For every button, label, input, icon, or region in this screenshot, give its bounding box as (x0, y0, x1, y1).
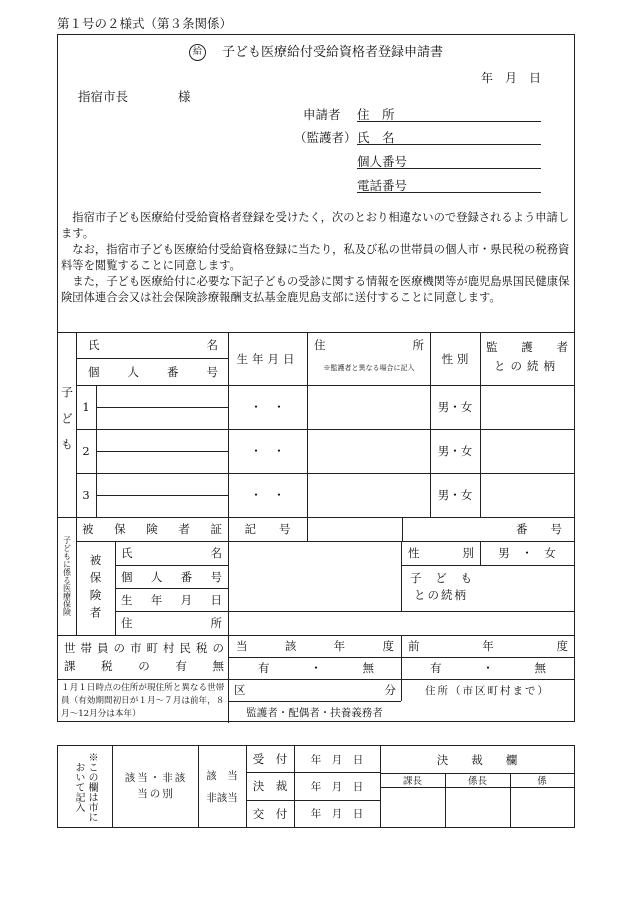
relation-header-2: との続柄 (494, 359, 560, 373)
insured-sex-label: 性 別 (408, 546, 474, 560)
form-number-label: 第１号の２様式（第３条関係） (57, 16, 233, 31)
relation-header-1: 監 護 者 (486, 340, 568, 354)
addressee: 指宿市長 様 (78, 89, 191, 104)
insured-personal-number-label: 個 人 番 号 (121, 569, 222, 584)
name-field[interactable] (357, 128, 541, 145)
child-row-number: 3 (82, 488, 90, 502)
sex-header: 性 別 (441, 351, 469, 366)
consent-tax-paragraph: なお，指宿市子ども医療給付受給資格登録に当たり，私及び私の世帯員の個人市・県民税の税務資料等を閲覧することに同意します。 (61, 243, 570, 272)
child-row-number: 2 (82, 444, 90, 458)
insured-birthdate-label: 生 年 月 日 (121, 592, 222, 607)
previous-year-header: 前 年 度 (408, 639, 568, 653)
guardian-label: （監護者） (294, 130, 357, 145)
insured-person-label: 被保険者 (88, 554, 103, 624)
child-row-number: 1 (82, 400, 90, 414)
birthdate-header: 生年月日 (236, 351, 299, 366)
child-birthdate[interactable]: ・ ・ (250, 444, 285, 458)
child-birthdate[interactable]: ・ ・ (250, 400, 285, 414)
delivered-label: 交 付 (252, 806, 288, 821)
insurance-symbol-label: 記 号 (244, 522, 291, 536)
personal-number-field[interactable] (357, 152, 541, 169)
title-text: 子ども医療給付受給資格者登録申請書 (221, 45, 443, 60)
insurance-number-label: 番 号 (516, 522, 562, 536)
phone-label: 電話番号 (357, 178, 408, 193)
applicant-label: 申請者 (303, 107, 341, 122)
number-header: 個 人 番 号 (88, 364, 218, 379)
approval-column-title: 決 裁 欄 (436, 752, 518, 767)
consent-medical-paragraph: また，子ども医療給付に必要な下記子どもの受診に関する情報を医療機関等が鹿児島県国民健康保険団体連合会又は社会保険診療報酬支払基金鹿児島支部に送付することに同意します。 (61, 275, 570, 304)
insured-relation-label: 子 ど も (410, 571, 472, 585)
decided-label: 決 裁 (252, 779, 288, 793)
application-form (57, 34, 575, 722)
address-label: 住 所 (357, 107, 395, 122)
seal-icon: 給 (189, 44, 206, 61)
form-title (58, 41, 574, 61)
section-chief-label: 課長 (402, 776, 422, 787)
subsection-chief-label: 係長 (467, 776, 487, 787)
current-year-header: 当 該 年 度 (236, 639, 394, 653)
district-label: 区 分 (234, 683, 396, 697)
applicability-category-label: 該当・非該当の別 (124, 772, 188, 800)
address-note: ※監護者と異なる場合に記入 (323, 364, 415, 372)
related-persons-label: 監護者・配偶者・扶養義務者 (246, 706, 383, 719)
decided-date[interactable]: 年 月 日 (310, 780, 364, 793)
tax-label-2: 課 税 の 有 無 (64, 659, 224, 673)
received-date[interactable]: 年 月 日 (310, 753, 364, 766)
address-field[interactable] (357, 105, 541, 122)
tax-label-1: 世 帯 員 の 市 町 村 民 税 の (64, 641, 224, 655)
request-paragraph: 指宿市子ども医療給付受給資格者登録を受けたく，次のとおり相違ないので登録されるよう申請します。 (61, 211, 570, 240)
staff-label: 係 (537, 776, 547, 787)
insured-sex-value[interactable]: 男 ・ 女 (498, 546, 556, 560)
child-sex[interactable]: 男・女 (437, 444, 473, 458)
name-label: 氏 名 (357, 130, 395, 145)
name-header: 氏 名 (88, 338, 218, 352)
residence-address-label: 住所（市区町村まで） (425, 684, 550, 697)
applicable-label[interactable]: 該 当 (206, 769, 238, 782)
insured-address-label: 住 所 (121, 616, 222, 630)
insurance-side-label: 子どもに係る医療保険 (62, 536, 72, 616)
not-applicable-label[interactable]: 非該当 (206, 791, 238, 804)
delivered-date[interactable]: 年 月 日 (310, 808, 364, 820)
tax-residence-note: １月１日時点の住所が現住所と異なる世帯員（有効期間初日が１月～７月は前年，８月～12月分は本年） (61, 683, 225, 719)
child-sex[interactable]: 男・女 (437, 488, 473, 502)
insured-relation-label-2: との続柄 (414, 588, 468, 602)
child-sex[interactable]: 男・女 (437, 400, 473, 414)
received-label: 受 付 (252, 752, 288, 766)
current-year-taxed[interactable]: 有 ・ 無 (258, 661, 374, 675)
insured-cert-header: 被 保 険 者 証 (82, 522, 222, 536)
office-use-table (57, 745, 575, 828)
office-use-label: ※この欄は市において記入 (73, 752, 97, 822)
application-date[interactable]: 年 月 日 (480, 71, 541, 85)
personal-number-label: 個人番号 (357, 154, 408, 169)
address-header: 住 所 (314, 338, 424, 352)
child-birthdate[interactable]: ・ ・ (250, 488, 285, 502)
phone-field[interactable] (357, 176, 541, 193)
previous-year-taxed[interactable]: 有 ・ 無 (430, 661, 546, 675)
children-side-label: 子ども (59, 386, 74, 464)
insured-name-label: 氏 名 (121, 546, 222, 560)
